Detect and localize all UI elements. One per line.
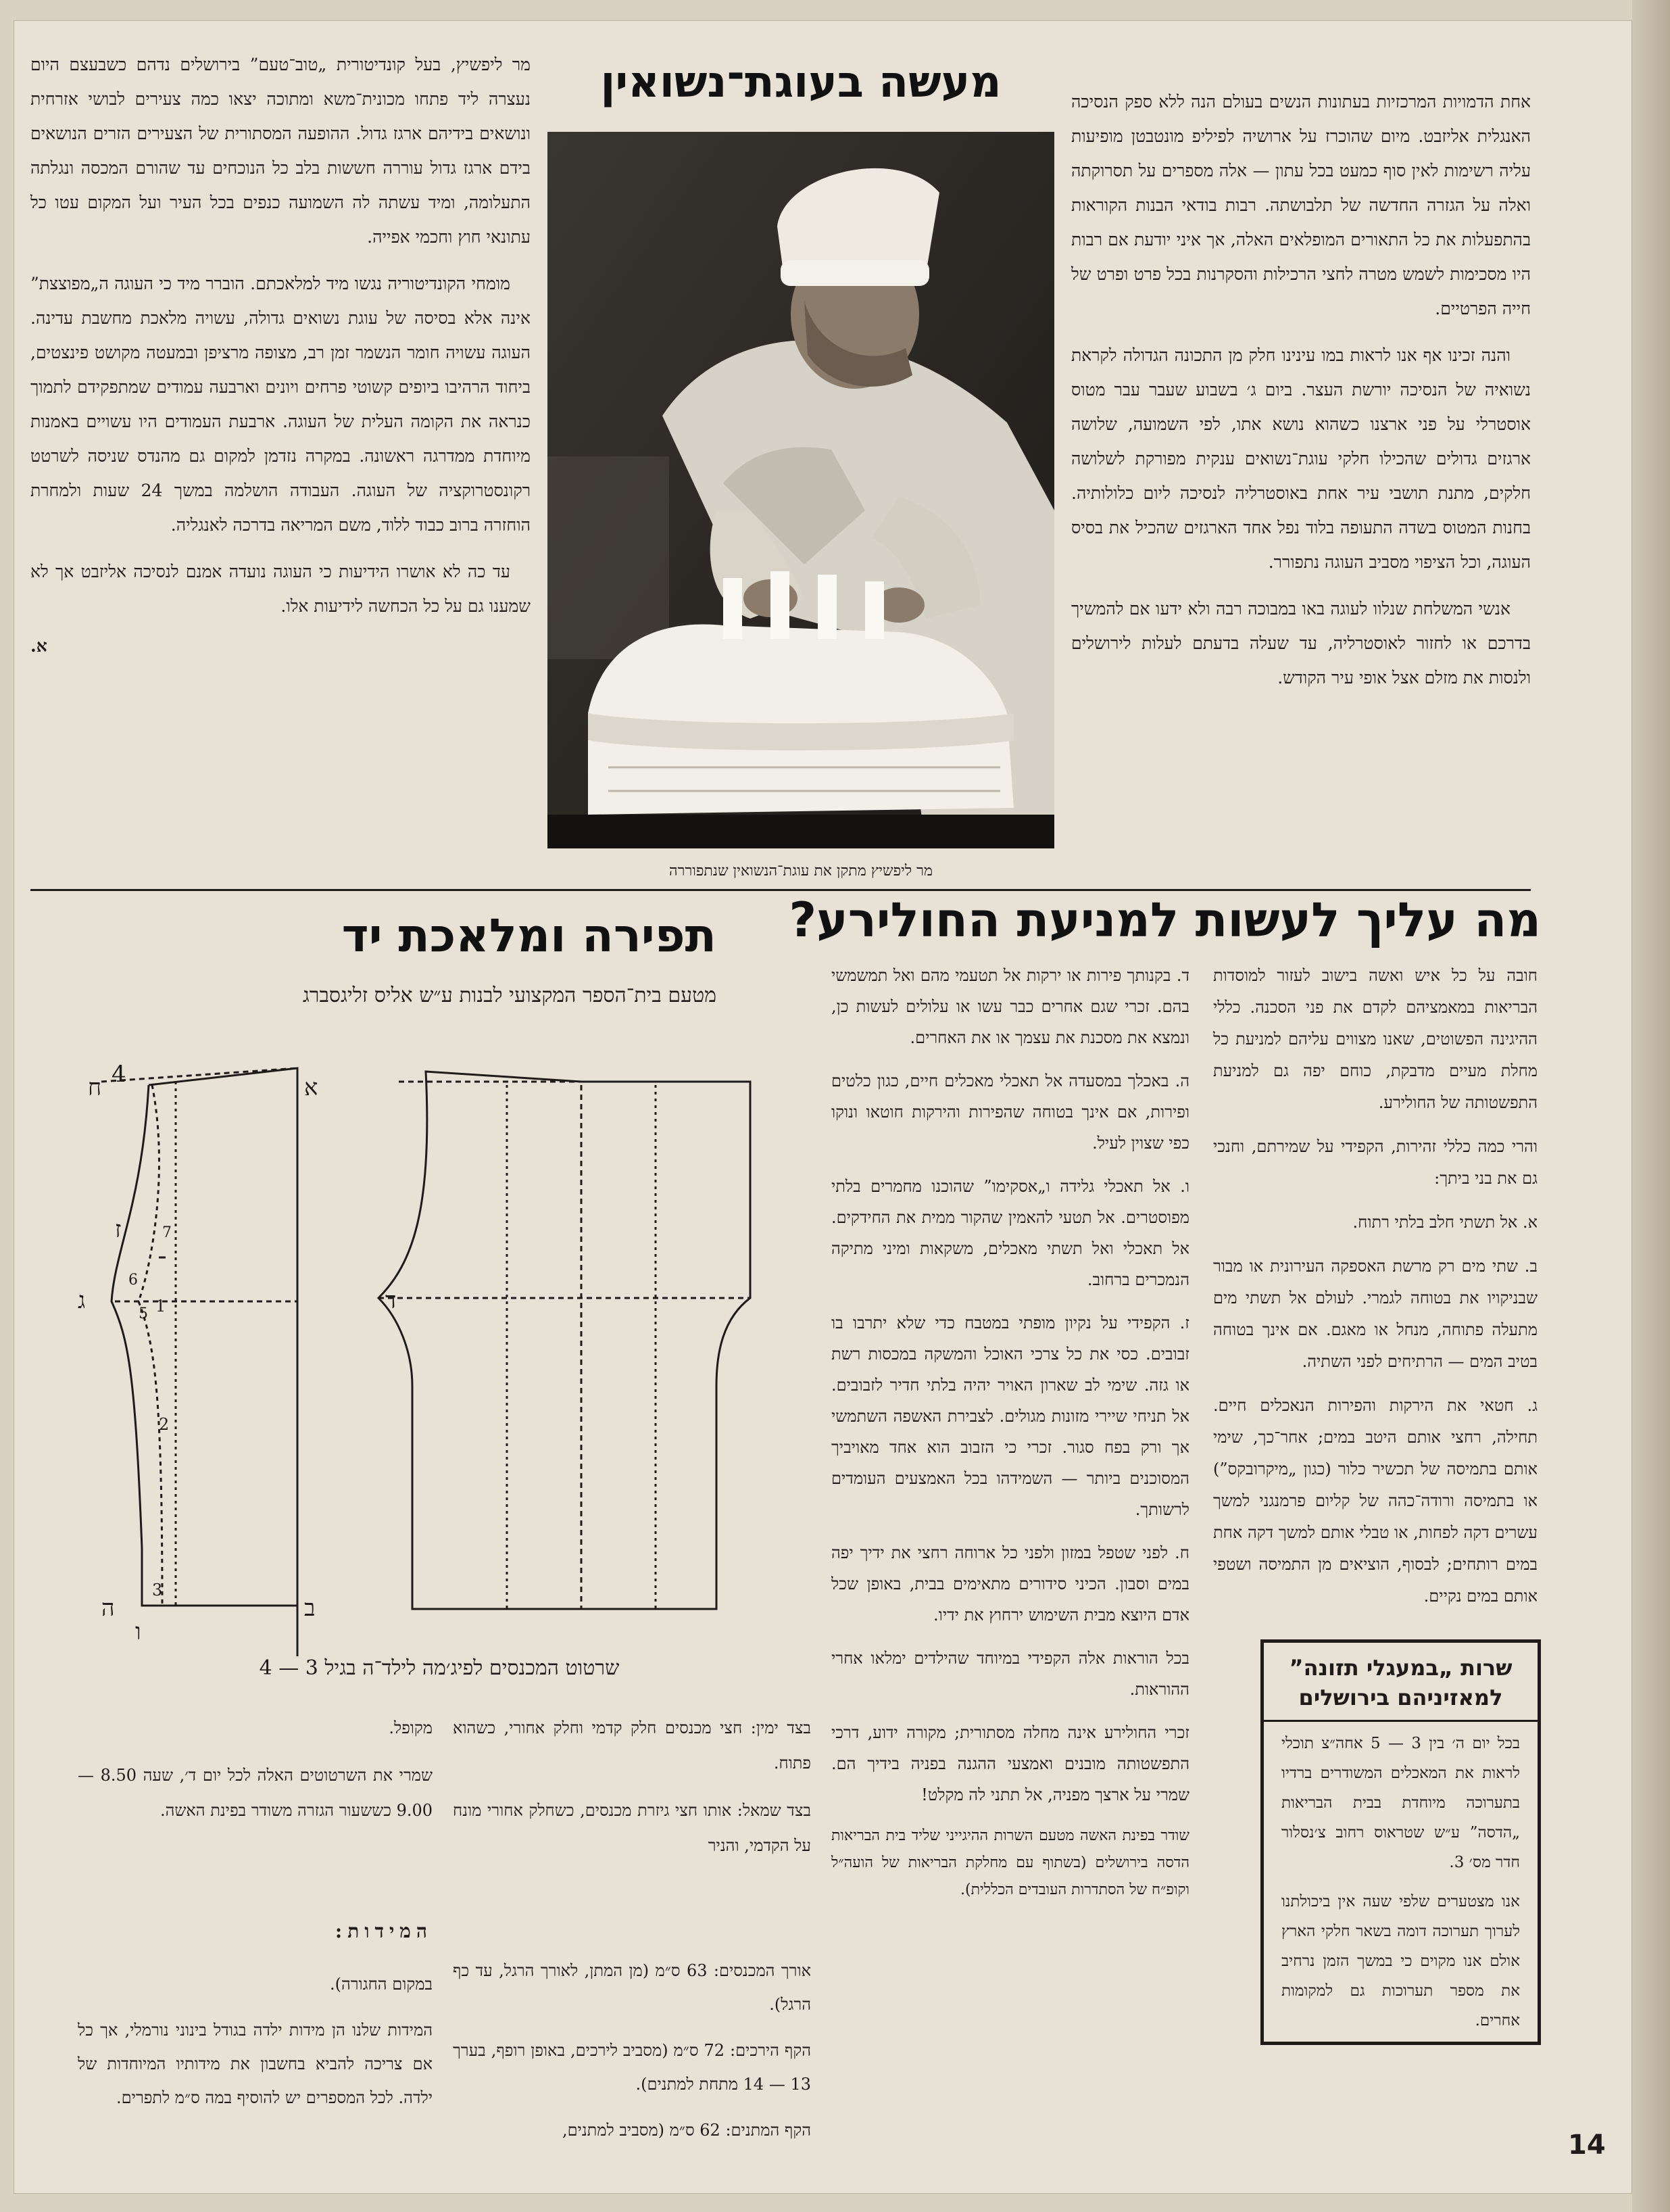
paragraph: עד כה לא אושרו הידיעות כי העוגה נועדה אמנם לנסיכה אליזבט אך לא שמענו גם על כל הכחשה לידיעות אלו. bbox=[30, 562, 531, 616]
box-title: שרות „במעגלי תזונה” bbox=[1289, 1655, 1513, 1681]
sewing-headline: תפירה ומלאכת יד bbox=[341, 909, 716, 963]
radio-exhibition-box bbox=[1260, 1639, 1541, 2045]
label-het: ח bbox=[88, 1074, 102, 1101]
label-bet: ב bbox=[304, 1595, 316, 1622]
label-dalet: ד bbox=[385, 1287, 397, 1314]
cake-story-column bbox=[1071, 85, 1531, 707]
paragraph: זכרי החולירע אינה מחלה מסתורית; מקורה ידוע, דרכי התפשטותה מובנים ואמצעי ההגנה בפניה בידיך הם. שמרי על ארצך מפניה, אל תתני לה מקלט! bbox=[831, 1723, 1189, 1804]
cake-story-continuation bbox=[30, 47, 531, 663]
paragraph: אנו מצטערים שלפי שעה אין ביכולתנו לערוך תערוכה דומה בשאר חלקי הארץ אולם אנו מקוים כי במשך הזמן נרחיב את מספר תערוכות גם למקומות אחרים. bbox=[1281, 1893, 1520, 2029]
cholera-headline: מה עליך לעשות למניעת החולירע? bbox=[789, 892, 1541, 948]
paragraph: א. אל תשתי חלב בלתי רתוח. bbox=[1352, 1213, 1538, 1232]
label-7: 7 bbox=[162, 1224, 172, 1241]
label-5: 5 bbox=[139, 1305, 148, 1322]
measure-item: הקף הירכים: 72 ס״מ (מסביב לירכים, באופן רופף, בערך 13 — 14 מתחת למתנים). bbox=[453, 2041, 812, 2094]
paragraph: ו. אל תאכלי גלידה ו„אסקימו” שהוכנו מחמרים בלתי מפוסטרים. אל תטעי להאמין שהקור ממית את החידקים. אל תאכלי ואל תשתי מאכלים, משקאות ומיני מתיקה הנמכרים ברחוב. bbox=[831, 1177, 1189, 1289]
box-divider bbox=[1264, 1720, 1538, 1722]
sewing-column-left bbox=[78, 1710, 433, 1840]
measures-title: המידות: bbox=[335, 1920, 433, 1942]
paragraph: אחת הדמויות המרכזיות בעתונות הנשים בעולם הנה ללא ספק הנסיכה האנגלית אליזבט. מיום שהוכרז על ארושיה לפיליפ מונטבטן מופיעות עליה רשימות לאין סוף כמעט בכל עתון — אלה מספרים על תסרוקתה ואלה על הגזרה החדשה של תלבושתה. רבות בודאי הבנות הקוראות בהתפעלות את כל התאורים המופלאים האלה, אך איני יודעת אם רבות היו מסכימות לשמש מטרה לחצי הרכילות והסקרנות בכל פרט ופרט של חייה הפרטיים. bbox=[1071, 92, 1531, 318]
magazine-page bbox=[14, 20, 1632, 2194]
label-vav: ו bbox=[135, 1618, 141, 1645]
paragraph: מר ליפשיץ, בעל קונדיטורית „טוב־טעם” בירושלים נדהם כשבעצם היום נעצרה ליד פתחו מכונית־משא ומתוכה יצאו כמה צעירים לבושי אזרחית ונושאים בידיהם ארגז גדול. ההופעה המסתורית של הצעירים הזרים הנושאים בידם ארגז גדול עוררה חששות בלב כל הנוכחים עד שהורם המכסה ונגלתה התעלומה, ומיד עשתה לה השמועה כנפים בכל העיר ועל המקום עטו כל עתונאי חוץ וחכמי אפייה. bbox=[30, 55, 531, 247]
measures-column-left bbox=[78, 1967, 433, 2127]
sewing-subtitle: מטעם בית־הספר המקצועי לבנות ע״ש אליס זליגסברג bbox=[302, 984, 716, 1007]
paragraph: ד. בקנותך פירות או ירקות אל תטעמי מהם ואל תמשמשי בהם. זכרי שגם אחרים כבר עשו או עלולים לעשות כן, ונמצא את מסכנת את עצמך או את האחרים. bbox=[831, 966, 1189, 1047]
paragraph: שמרי את השרטוטים האלה לכל יום ד׳, שעה 8.50 — 9.00 כששעור הגזרה משודר בפינת האשה. bbox=[78, 1766, 433, 1820]
cholera-column-right bbox=[1213, 960, 1538, 1625]
paragraph: בצד שמאל: אותו חצי גיזרת מכנסים, כשחלק אחורי מונח על הקדמי, והניר bbox=[453, 1801, 811, 1855]
paragraph: מקופל. bbox=[389, 1718, 433, 1737]
paragraph: בצד ימין: חצי מכנסים חלק קדמי וחלק אחורי, כשהוא פתוח. bbox=[453, 1718, 811, 1773]
label-2: 2 bbox=[159, 1415, 170, 1434]
label-aleph: א bbox=[304, 1074, 318, 1101]
broadcast-note: שודר בפינת האשה מטעם השרות ההיגייני שליד בית הבריאות הדסה בירושלים (בשתוף עם מחלקת הבריאות של הועה״ל וקופ״ח של הסתדרות העובדים הכללית). bbox=[831, 1827, 1189, 1898]
label-4: 4 bbox=[112, 1061, 126, 1088]
label-he: ה bbox=[101, 1595, 115, 1622]
box-subtitle: למאזיניהם בירושלים bbox=[1298, 1685, 1503, 1710]
paragraph: חובה על כל איש ואשה בישוב לעזור למוסדות הבריאות במאמציהם לקדם את פני הסכנה. כללי ההיגינה הפשוטים, שאנו מצווים עליהם למניעת כל מחלת מעיים מדבקת, כוחם יפה גם למניעת התפשטותה של החולירע. bbox=[1213, 966, 1538, 1112]
paragraph: והנה זכינו אף אנו לראות במו עינינו חלק מן התכונה הגדולה לקראת נשואיה של הנסיכה יורשת העצר. ביום ג׳ בשבוע שעבר עבר מטוס אוסטרלי על פני ארצנו כשהוא נושא אתו, לפי השמועה, שלושה ארגזים גדולים שהכילו חלקי עוגת־נשואים ענקית מפורקת לשלושה חלקים, מתנת תושבי עיר אחת באוסטרליה לנסיכה ליום כלולותיה. בחנות המטוס בשדה התעופה בלוד נפל אחד הארגזים שהכיל את בסיס העוגה, וכל הציפוי מסביב העוגה נתפורר. bbox=[1071, 345, 1531, 572]
pattern-outline bbox=[149, 1068, 297, 1656]
measures-column-right bbox=[453, 1954, 811, 2159]
label-1: 1 bbox=[155, 1297, 166, 1316]
photo-caption: מר ליפשיץ מתקן את עוגת־הנשואין שנתפוררה bbox=[668, 863, 933, 880]
paragraph: אנשי המשלחת שנלוו לעוגה באו במבוכה רבה ולא ידעו אם להמשיך בדרכם או לחזור לאוסטרליה, עד שעלה בדעתם לעלות לירושלים ולנסות את מזלם אצל אופי עיר הקודש. bbox=[1071, 599, 1531, 688]
measure-item: המידות שלנו הן מידות ילדה בגודל בינוני נורמלי, אך כל אם צריכה להביא בחשבון את מידותיו המיוחדות של ילדה. לכל המספרים יש להוסיף במה ס״מ לתפרים. bbox=[78, 2021, 433, 2107]
pajama-pattern-diagram bbox=[74, 1034, 784, 1656]
label-3: 3 bbox=[152, 1581, 163, 1600]
measure-item: במקום החגורה). bbox=[329, 1975, 433, 1994]
paragraph: ז. הקפידי על נקיון מופתי במטבח כדי שלא יתרבו בו זבובים. כסי את כל צרכי האוכל והמשקה במכסות רשת או גזה. שימי לב שארון האויר יהיה בלתי חדיר לזבובים. אל תניחי שיירי מזונות מגולים. לצבירת האשפה השתמשי אך ורק בפח סגור. זכרי כי הזבוב הוא אחד מאויביך המסוכנים ביותר — השמידהו בכל האמצעים העומדים לרשותך. bbox=[831, 1314, 1189, 1519]
label-6: 6 bbox=[128, 1272, 138, 1289]
paragraph: ה. באכלך במסעדה אל תאכלי מאכלים חיים, כגון כלטים ופירות, אם אינך בטוחה שהפירות והירקות חוטאו ונוקו כפי שצוין לעיל. bbox=[831, 1072, 1189, 1153]
paragraph: והרי כמה כללי זהירות, הקפידי על שמירתם, וחנכי גם את בני ביתך: bbox=[1213, 1137, 1538, 1188]
photo-illustration bbox=[547, 132, 1054, 848]
cake-headline: מעשה בעוגת־נשואין bbox=[600, 57, 1002, 107]
sewing-column-right bbox=[453, 1710, 811, 1875]
cholera-column-left bbox=[831, 960, 1189, 1916]
paragraph: ח. לפני שטפל במזון ולפני כל ארוחה רחצי את ידיך יפה במים וסבון. הכיני סידורים מתאימים בבית, באופן שכל אדם היוצא מבית השימוש ירחוץ את ידיו. bbox=[831, 1543, 1189, 1625]
paragraph: מומחי הקונדיטוריה נגשו מיד למלאכתם. הוברר מיד כי העוגה ה„מפוצצת” אינה אלא בסיסה של עוגת נשואים גדולה, עשויה מלאכת מחשבת עדינה. העוגה עשויה חומר הנשמר זמן רב, מצופה מרציפן ובמעטה מקושט פינצטים, ביחוד הרהיבו ביופים קשוטי פרחים ויונים וארבעה עמודים שמתפקידם לתמוך כנראה את הקומה העלית של העוגה. ארבעת העמודים היו עשויים באמנות מיוחדת ממדרגה ראשונה. במקרה נזדמן למקום גם מהנדס שניסה לשרטט רקונסטרוקציה של העוגה. העבודה הושלמה במשך 24 שעות ולמחרת הוחזרה ברוב כבוד ללוד, משם המריאה בדרכה לאנגליה. bbox=[30, 274, 531, 535]
measure-item: הקף המתנים: 62 ס״מ (מסביב למתנים, bbox=[562, 2121, 811, 2140]
author-signature: א. bbox=[30, 636, 47, 656]
horizontal-divider bbox=[30, 889, 1531, 891]
paragraph: בכל יום ה׳ בין 3 — 5 אחה״צ תוכלי לראות את המאכלים המשודרים ברדיו בתערוכה מיוחדת בבית הבריאות „הדסה” ע״ש שטראוס רחוב צ׳נסלור חדר מס׳ 3. bbox=[1281, 1735, 1521, 1871]
page-number: 14 bbox=[1568, 2130, 1606, 2161]
binding-edge bbox=[1632, 0, 1670, 2212]
baker-cake-photo bbox=[547, 132, 1054, 848]
diagram-caption: שרטוט המכנסים לפיג׳מה לילד־ה בגיל 3 — 4 bbox=[259, 1656, 620, 1680]
paragraph: ב. שתי מים רק מרשת האספקה העירונית או מבור שבניקויו את בטוחה לגמרי. לעולם אל תשתי מים מתעלה פתוחה, מנחל או מאגם. אם אינך בטוחה בטיב המים — הרתיחים לפני השתיה. bbox=[1213, 1257, 1538, 1371]
label-gimel: ג bbox=[78, 1287, 86, 1314]
label-zayin: ז bbox=[115, 1216, 122, 1243]
paragraph: בכל הוראות אלה הקפידי במיוחד שהילדים ימלאו אחרי ההוראות. bbox=[831, 1649, 1189, 1699]
measure-item: אורך המכנסים: 63 ס״מ (מן המתן, לאורך הרגל, עד כף הרגל). bbox=[453, 1961, 812, 2014]
paragraph: ג. חטאי את הירקות והפירות הנאכלים חיים. תחילה, רחצי אותם היטב במים; אחר־כך, שימי אותם בתמיסה של תכשיר כלור (כגון „מיקרובקס”) או בתמיסה ורודה־כהה של קליום פרמנגני למשך עשרים דקה לפחות, או טבלי אותם למשך דקה אחת במים רותחים; לבסוף, הוציאים מן התמיסה ושטפי אותם במים נקיים. bbox=[1213, 1396, 1538, 1606]
